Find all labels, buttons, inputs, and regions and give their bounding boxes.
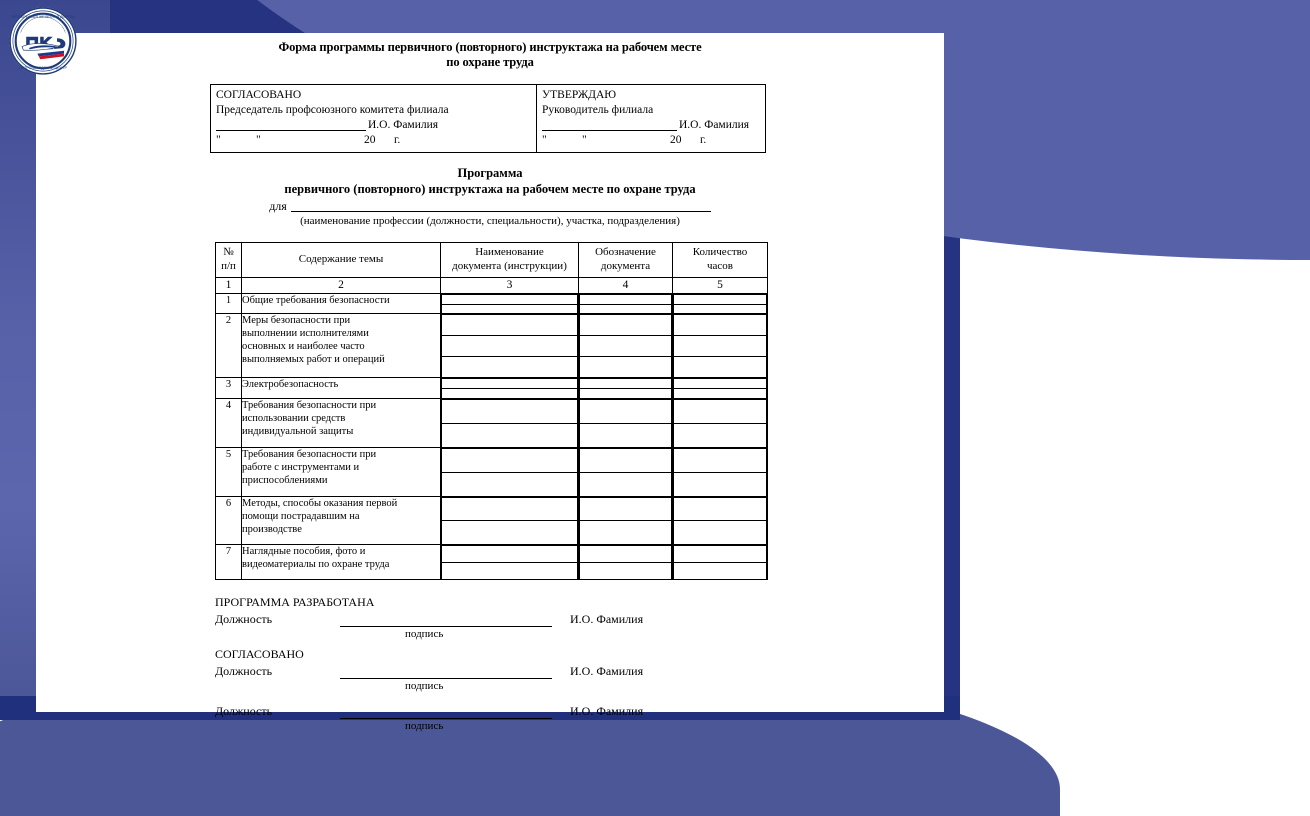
subrow-cell[interactable] bbox=[580, 423, 672, 446]
subrow bbox=[580, 423, 672, 446]
subrow bbox=[442, 379, 578, 389]
col-header-hours-l2: часов bbox=[707, 259, 733, 272]
table-row-number: 2 bbox=[216, 314, 242, 378]
signature-3-fio: И.О. Фамилия bbox=[570, 703, 644, 718]
table-row bbox=[216, 545, 768, 580]
signature-1-fio: И.О. Фамилия bbox=[570, 611, 644, 626]
page-title-line1: Форма программы первичного (повторного) инструктажа на рабочем месте bbox=[278, 40, 702, 54]
subrow-grid bbox=[673, 399, 767, 447]
table-row-number: 1 bbox=[216, 294, 242, 314]
signature-2-caption: подпись bbox=[405, 679, 444, 692]
table-row-topic-line: Требования безопасности при bbox=[242, 448, 377, 460]
approval-left-role: Председатель профсоюзного комитета филиала bbox=[216, 103, 449, 116]
subrow bbox=[580, 399, 672, 423]
subrow-cell[interactable] bbox=[580, 521, 672, 544]
signature-1-caption: подпись bbox=[405, 627, 444, 640]
table-row-topic bbox=[242, 314, 441, 378]
program-for-blank[interactable] bbox=[291, 211, 711, 212]
subrow bbox=[580, 546, 672, 563]
signature-row-1 bbox=[215, 612, 815, 644]
subrow-grid bbox=[673, 314, 767, 377]
table-row-hours-cell[interactable] bbox=[673, 398, 768, 447]
program-table bbox=[215, 242, 768, 580]
subrow bbox=[580, 315, 672, 336]
program-hint: (наименование профессии (должности, специальности), участка, подразделения) bbox=[300, 215, 680, 227]
document-sheet bbox=[36, 33, 944, 732]
table-row bbox=[216, 314, 768, 378]
subrow bbox=[580, 304, 672, 313]
table-row-topic-line: Электробезопасность bbox=[242, 379, 339, 391]
table-row-doc-code-cell[interactable] bbox=[579, 378, 673, 398]
subrow bbox=[674, 521, 767, 544]
col-header-topic: Содержание темы bbox=[242, 243, 441, 278]
subrow-cell[interactable] bbox=[442, 546, 578, 563]
program-for-label: для bbox=[269, 199, 287, 213]
signature-2-fio: И.О. Фамилия bbox=[570, 663, 644, 678]
subrow-cell[interactable] bbox=[442, 389, 578, 398]
table-row-topic-line: приспособлениями bbox=[242, 474, 328, 486]
subrow-grid bbox=[579, 378, 672, 397]
table-row-topic bbox=[242, 545, 441, 580]
subrow bbox=[442, 497, 578, 521]
table-row-doc-name-cell[interactable] bbox=[441, 545, 579, 580]
table-row-topic-line: выполнении исполнителями bbox=[242, 328, 369, 340]
subrow-cell[interactable] bbox=[580, 546, 672, 563]
table-row-topic-line: видеоматериалы по охране труда bbox=[242, 559, 390, 571]
subrow bbox=[674, 399, 767, 423]
company-emblem-icon bbox=[8, 6, 78, 76]
subrow-cell[interactable] bbox=[442, 379, 578, 389]
subrow-cell[interactable] bbox=[674, 336, 767, 357]
table-row bbox=[216, 378, 768, 398]
table-row bbox=[216, 447, 768, 496]
footer-developed-heading: ПРОГРАММА РАЗРАБОТАНА bbox=[215, 594, 375, 609]
signature-row-2 bbox=[215, 664, 815, 696]
subrow-cell[interactable] bbox=[674, 563, 767, 579]
subrow-cell[interactable] bbox=[580, 472, 672, 495]
table-row-topic-line: использовании средств bbox=[242, 412, 346, 424]
approval-right-fio: И.О. Фамилия bbox=[679, 118, 750, 131]
signature-gap bbox=[215, 696, 815, 704]
svg-text:ПЕТРОЗАВОДСКИЙ ЦЕНТР: ПЕТРОЗАВОДСКИЙ ЦЕНТР bbox=[19, 66, 67, 70]
table-row-topic bbox=[242, 294, 441, 314]
subrow-cell[interactable] bbox=[674, 521, 767, 544]
col-header-docname-l2: документа (инструкции) bbox=[452, 259, 567, 272]
subrow-grid bbox=[441, 378, 578, 397]
approval-left-year: 20 bbox=[364, 134, 376, 146]
approval-left-year-suffix: г. bbox=[394, 134, 401, 146]
table-row-hours-cell[interactable] bbox=[673, 447, 768, 496]
table-row-topic-line: Требования безопасности при bbox=[242, 399, 377, 411]
approval-right-signature bbox=[542, 117, 760, 133]
subrow bbox=[442, 521, 578, 544]
subrow bbox=[674, 357, 767, 378]
subrow-grid bbox=[673, 545, 767, 579]
subrow bbox=[674, 295, 767, 305]
table-row-doc-code-cell[interactable] bbox=[579, 294, 673, 314]
approval-left-date bbox=[216, 133, 531, 148]
col-num-3: 3 bbox=[441, 278, 579, 294]
col-header-hours bbox=[673, 243, 768, 278]
subrow-cell[interactable] bbox=[580, 399, 672, 423]
table-row-number: 7 bbox=[216, 545, 242, 580]
table-row-topic-line: помощи пострадавшим на bbox=[242, 510, 360, 522]
program-word: Программа bbox=[457, 166, 523, 180]
subrow bbox=[580, 295, 672, 305]
footer-agreed-heading: СОГЛАСОВАНО bbox=[215, 646, 304, 661]
col-num-5: 5 bbox=[673, 278, 768, 294]
subrow-grid bbox=[673, 378, 767, 397]
subrow-cell[interactable] bbox=[674, 357, 767, 378]
subrow-grid bbox=[579, 399, 672, 447]
col-header-hours-l1: Количество bbox=[692, 246, 748, 258]
subrow-cell[interactable] bbox=[442, 497, 578, 521]
approval-boxes bbox=[210, 84, 766, 153]
approval-left-rule bbox=[216, 130, 366, 131]
program-heading bbox=[36, 166, 944, 228]
col-num-4: 4 bbox=[579, 278, 673, 294]
subrow-cell[interactable] bbox=[674, 423, 767, 446]
subrow-cell[interactable] bbox=[580, 295, 672, 305]
table-header-row bbox=[216, 243, 768, 278]
svg-text:ОКТЯБРЬСКАЯ ЖЕЛЕЗНАЯ ДОРОГА: ОКТЯБРЬСКАЯ ЖЕЛЕЗНАЯ ДОРОГА bbox=[11, 14, 75, 19]
table-row-topic-line: Методы, способы оказания первой bbox=[242, 497, 398, 509]
approval-right-quote-open: " bbox=[542, 134, 547, 146]
approval-right-rule bbox=[542, 130, 677, 131]
table-row-topic-line: Общие требования безопасности bbox=[242, 295, 390, 306]
table-row-doc-code-cell[interactable] bbox=[579, 314, 673, 378]
subrow-grid bbox=[441, 294, 578, 313]
approval-box-soglasovano bbox=[210, 84, 537, 153]
subrow-cell[interactable] bbox=[442, 304, 578, 313]
subrow-grid bbox=[673, 294, 767, 313]
page-title bbox=[36, 40, 944, 70]
subrow bbox=[442, 448, 578, 472]
subrow-cell[interactable] bbox=[442, 399, 578, 423]
subrow bbox=[674, 379, 767, 389]
subrow bbox=[674, 389, 767, 398]
subrow-cell[interactable] bbox=[674, 399, 767, 423]
table-row-topic bbox=[242, 447, 441, 496]
table-row-topic-line: Меры безопасности при bbox=[242, 315, 351, 327]
subrow-cell[interactable] bbox=[442, 295, 578, 305]
subrow-cell[interactable] bbox=[580, 304, 672, 313]
col-header-doccode-l2: документа bbox=[600, 259, 651, 272]
table-row-hours-cell[interactable] bbox=[673, 545, 768, 580]
table-row-doc-name-cell[interactable] bbox=[441, 447, 579, 496]
approval-right-year-suffix: г. bbox=[700, 134, 707, 146]
table-body bbox=[216, 294, 768, 580]
subrow-cell[interactable] bbox=[442, 357, 578, 378]
subrow-grid bbox=[441, 399, 578, 447]
approval-left-fio: И.О. Фамилия bbox=[368, 118, 439, 131]
subrow bbox=[580, 521, 672, 544]
subrow-grid bbox=[441, 497, 578, 545]
approval-right-year: 20 bbox=[670, 134, 682, 146]
approval-right-date bbox=[542, 133, 760, 148]
table-row-doc-name-cell[interactable] bbox=[441, 496, 579, 545]
approval-left-quote-close: " bbox=[256, 134, 261, 146]
table-row-topic-line: Наглядные пособия, фото и bbox=[242, 546, 366, 558]
subrow bbox=[442, 389, 578, 398]
subrow-cell[interactable] bbox=[674, 546, 767, 563]
subrow bbox=[580, 472, 672, 495]
table-row-doc-name-cell[interactable] bbox=[441, 314, 579, 378]
subrow bbox=[580, 448, 672, 472]
signature-3-post: Должность bbox=[215, 703, 273, 718]
subrow bbox=[674, 423, 767, 446]
subrow-grid bbox=[579, 294, 672, 313]
approval-left-heading: СОГЛАСОВАНО bbox=[216, 89, 302, 101]
subrow-cell[interactable] bbox=[580, 379, 672, 389]
subrow-grid bbox=[579, 448, 672, 496]
table-row-hours-cell[interactable] bbox=[673, 294, 768, 314]
table-number-row bbox=[216, 278, 768, 294]
subrow bbox=[442, 336, 578, 357]
subrow bbox=[442, 304, 578, 313]
subrow bbox=[442, 546, 578, 563]
table-row-topic-line: работе с инструментами и bbox=[242, 461, 360, 473]
subrow bbox=[674, 315, 767, 336]
table-row-doc-code-cell[interactable] bbox=[579, 496, 673, 545]
signature-3-caption: подпись bbox=[405, 719, 444, 732]
col-header-number-l2: п/п bbox=[221, 259, 236, 272]
subrow bbox=[580, 563, 672, 579]
table-row-topic bbox=[242, 378, 441, 398]
col-header-number bbox=[216, 243, 242, 278]
table-row-doc-code-cell[interactable] bbox=[579, 447, 673, 496]
subrow-cell[interactable] bbox=[674, 304, 767, 313]
subrow-cell[interactable] bbox=[580, 448, 672, 472]
subrow bbox=[580, 379, 672, 389]
table-row-topic-line: выполняемых работ и операций bbox=[242, 354, 385, 366]
subrow-cell[interactable] bbox=[442, 448, 578, 472]
col-header-docname-l1: Наименование bbox=[475, 246, 544, 258]
subrow bbox=[442, 357, 578, 378]
subrow bbox=[442, 423, 578, 446]
table-row-doc-code-cell[interactable] bbox=[579, 398, 673, 447]
subrow-cell[interactable] bbox=[674, 448, 767, 472]
table-row-hours-cell[interactable] bbox=[673, 314, 768, 378]
col-header-doccode-l1: Обозначение bbox=[595, 246, 656, 258]
signature-block bbox=[215, 592, 815, 736]
signature-3-rule[interactable] bbox=[340, 718, 552, 719]
subrow-grid bbox=[441, 545, 578, 579]
table-row-topic bbox=[242, 496, 441, 545]
table-row bbox=[216, 496, 768, 545]
subrow bbox=[674, 304, 767, 313]
table-row bbox=[216, 398, 768, 447]
table-row-doc-name-cell[interactable] bbox=[441, 294, 579, 314]
table-row-hours-cell[interactable] bbox=[673, 496, 768, 545]
subrow bbox=[442, 399, 578, 423]
subrow bbox=[442, 295, 578, 305]
subrow-cell[interactable] bbox=[442, 521, 578, 544]
subrow-grid bbox=[673, 448, 767, 496]
col-num-1: 1 bbox=[216, 278, 242, 294]
signature-2-rule[interactable] bbox=[340, 678, 552, 679]
table-row-doc-name-cell[interactable] bbox=[441, 398, 579, 447]
table-row-topic-line: производстве bbox=[242, 523, 302, 535]
approval-right-role: Руководитель филиала bbox=[542, 103, 654, 116]
table-row-doc-code-cell[interactable] bbox=[579, 545, 673, 580]
subrow-cell[interactable] bbox=[580, 336, 672, 357]
table-row-number: 5 bbox=[216, 447, 242, 496]
subrow-cell[interactable] bbox=[674, 497, 767, 521]
subrow-cell[interactable] bbox=[442, 336, 578, 357]
col-header-number-l1: № bbox=[223, 246, 234, 258]
subrow-grid bbox=[441, 448, 578, 496]
subrow-cell[interactable] bbox=[442, 563, 578, 579]
program-subtitle: первичного (повторного) инструктажа на рабочем месте по охране труда bbox=[284, 182, 696, 196]
subrow bbox=[674, 497, 767, 521]
subrow-cell[interactable] bbox=[580, 563, 672, 579]
col-header-docname bbox=[441, 243, 579, 278]
subrow-grid bbox=[441, 314, 578, 377]
subrow-grid bbox=[673, 497, 767, 545]
subrow-cell[interactable] bbox=[674, 295, 767, 305]
signature-1-post: Должность bbox=[215, 611, 273, 626]
table-row-hours-cell[interactable] bbox=[673, 378, 768, 398]
document-body bbox=[36, 33, 944, 736]
subrow-cell[interactable] bbox=[442, 472, 578, 495]
program-for-row bbox=[36, 198, 944, 214]
table-row-number: 4 bbox=[216, 398, 242, 447]
subrow bbox=[674, 336, 767, 357]
approval-right-heading: УТВЕРЖДАЮ bbox=[542, 89, 617, 101]
table-row-number: 6 bbox=[216, 496, 242, 545]
subrow-cell[interactable] bbox=[674, 315, 767, 336]
subrow bbox=[580, 336, 672, 357]
subrow-cell[interactable] bbox=[442, 315, 578, 336]
subrow bbox=[442, 315, 578, 336]
subrow bbox=[674, 472, 767, 495]
subrow bbox=[580, 497, 672, 521]
approval-box-utverzhdayu bbox=[537, 84, 766, 153]
subrow-cell[interactable] bbox=[674, 389, 767, 398]
signature-2-post: Должность bbox=[215, 663, 273, 678]
subrow bbox=[442, 472, 578, 495]
subrow-grid bbox=[579, 545, 672, 579]
page-title-line2: по охране труда bbox=[446, 55, 534, 69]
subrow bbox=[674, 448, 767, 472]
table-row-doc-name-cell[interactable] bbox=[441, 378, 579, 398]
approval-right-quote-close: " bbox=[582, 134, 587, 146]
subrow bbox=[580, 389, 672, 398]
subrow-cell[interactable] bbox=[580, 389, 672, 398]
signature-row-3 bbox=[215, 704, 815, 736]
col-num-2: 2 bbox=[242, 278, 441, 294]
table-row bbox=[216, 294, 768, 314]
subrow-cell[interactable] bbox=[674, 472, 767, 495]
subrow bbox=[442, 563, 578, 579]
subrow-cell[interactable] bbox=[580, 357, 672, 378]
subrow bbox=[580, 357, 672, 378]
subrow-cell[interactable] bbox=[442, 423, 578, 446]
signature-1-rule[interactable] bbox=[340, 626, 552, 627]
table-row-number: 3 bbox=[216, 378, 242, 398]
subrow bbox=[674, 546, 767, 563]
approval-left-signature bbox=[216, 117, 531, 133]
subrow-grid bbox=[579, 314, 672, 377]
table-row-topic-line: основных и наиболее часто bbox=[242, 341, 365, 353]
approval-left-quote-open: " bbox=[216, 134, 221, 146]
subrow bbox=[674, 563, 767, 579]
subrow-grid bbox=[579, 497, 672, 545]
subrow-cell[interactable] bbox=[674, 379, 767, 389]
subrow-cell[interactable] bbox=[580, 497, 672, 521]
subrow-cell[interactable] bbox=[580, 315, 672, 336]
table-row-topic-line: индивидуальной защиты bbox=[242, 425, 354, 437]
col-header-doccode bbox=[579, 243, 673, 278]
table-row-topic bbox=[242, 398, 441, 447]
